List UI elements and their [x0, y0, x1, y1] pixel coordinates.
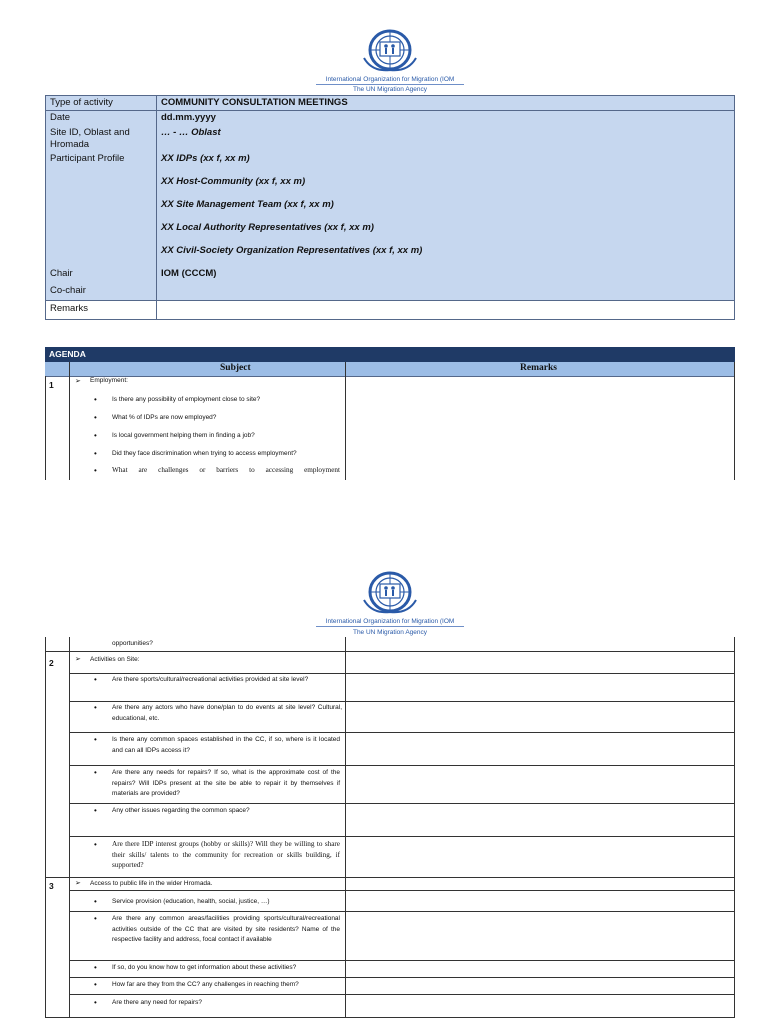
- agenda-bullet: Are there any need for repairs?: [112, 999, 202, 1006]
- table-border: [45, 376, 46, 480]
- dot-bullet-icon: •: [94, 395, 97, 404]
- chair-value: IOM (CCCM): [161, 268, 217, 279]
- iom-logo: [360, 28, 420, 74]
- agenda-bullet: Did they face discrimination when trying to access employment?: [112, 450, 297, 457]
- remarks-column-header: Remarks: [520, 363, 557, 373]
- info-row-divider: [46, 300, 734, 301]
- agenda-item-title: Activities on Site:: [90, 656, 140, 663]
- participant-site-management: XX Site Management Team (xx f, xx m): [161, 199, 334, 210]
- table-border: [69, 362, 70, 480]
- agenda-bullet: Is there any common spaces established in the CC, if so, where is it located and can all IDPs access it?: [112, 736, 340, 754]
- agenda-title: AGENDA: [45, 347, 735, 362]
- participant-civil-society: XX Civil-Society Organization Representatives (xx f, xx m): [161, 245, 423, 256]
- dot-bullet-icon: •: [94, 768, 97, 777]
- remarks-label: Remarks: [50, 303, 89, 314]
- agenda-bullet: Are there any actors who have done/plan to do events at site level? Cultural, educational, etc.: [112, 704, 342, 722]
- org-subtitle: The UN Migration Agency: [352, 629, 428, 636]
- org-divider: [316, 626, 464, 627]
- row-divider: [45, 877, 735, 878]
- row-divider: [45, 1017, 735, 1018]
- dot-bullet-icon: •: [94, 806, 97, 815]
- org-name: International Organization for Migration (IOM: [325, 76, 455, 83]
- activity-info-table: [45, 95, 735, 320]
- table-border: [734, 362, 735, 480]
- row-divider: [69, 836, 735, 837]
- agenda-bullet: How far are they from the CC? any challenges in reaching them?: [112, 981, 299, 988]
- agenda-bullet-continued: opportunities?: [112, 640, 153, 647]
- info-column-divider: [156, 96, 157, 319]
- iom-logo: [360, 570, 420, 616]
- dot-bullet-icon: •: [94, 466, 97, 475]
- agenda-item-title: Access to public life in the wider Hromada.: [90, 880, 213, 887]
- dot-bullet-icon: •: [94, 914, 97, 923]
- info-row-divider: [46, 110, 734, 111]
- agenda-bullet: Is local government helping them in finding a job?: [112, 432, 255, 439]
- participant-idps: XX IDPs (xx f, xx m): [161, 153, 250, 164]
- agenda-table: [45, 347, 735, 377]
- row-divider: [69, 890, 735, 891]
- agenda-item-number: 2: [49, 658, 54, 668]
- agenda-bullet: Are there IDP interest groups (hobby or skills)? Will they be willing to share their skills/ talents to the community for recreation or skills building, if supported?: [112, 840, 340, 869]
- row-divider: [69, 960, 735, 961]
- agenda-item-title: Employment:: [90, 377, 128, 384]
- dot-bullet-icon: •: [94, 703, 97, 712]
- row-divider: [69, 994, 735, 995]
- row-divider: [69, 673, 735, 674]
- type-of-activity-value: COMMUNITY CONSULTATION MEETINGS: [161, 97, 348, 108]
- agenda-bullet: What % of IDPs are now employed?: [112, 414, 217, 421]
- participant-profile-label: Participant Profile: [50, 153, 125, 164]
- type-of-activity-label: Type of activity: [50, 97, 113, 108]
- agenda-bullet: Is there any possibility of employment close to site?: [112, 396, 261, 403]
- table-border: [345, 362, 346, 480]
- row-divider: [69, 765, 735, 766]
- arrow-bullet-icon: ➢: [75, 656, 81, 663]
- agenda-bullet: Any other issues regarding the common space?: [112, 807, 250, 814]
- cochair-label: Co-chair: [50, 285, 86, 296]
- org-divider: [316, 84, 464, 85]
- dot-bullet-icon: •: [94, 963, 97, 972]
- date-value: dd.mm.yyyy: [161, 112, 216, 123]
- dot-bullet-icon: •: [94, 735, 97, 744]
- chair-label: Chair: [50, 268, 73, 279]
- arrow-bullet-icon: ➢: [75, 880, 81, 887]
- row-divider: [69, 701, 735, 702]
- remarks-row-bg: [46, 300, 734, 319]
- agenda-bullet: If so, do you know how to get information about these activities?: [112, 964, 297, 971]
- dot-bullet-icon: •: [94, 897, 97, 906]
- dot-bullet-icon: •: [94, 431, 97, 440]
- dot-bullet-icon: •: [94, 449, 97, 458]
- dot-bullet-icon: •: [94, 675, 97, 684]
- agenda-bullet: Are there sports/cultural/recreational activities provided at site level?: [112, 676, 309, 683]
- row-divider: [69, 977, 735, 978]
- row-divider: [69, 803, 735, 804]
- site-label-line1: Site ID, Oblast and: [50, 127, 130, 138]
- agenda-bullet: Are there any common areas/facilities providing sports/cultural/recreational activities outside of the CC that are visited by site residents? Name of the respective facility and address, focal contact if available: [112, 915, 340, 943]
- agenda-bullet: Are there any needs for repairs? If so, what is the approximate cost of the repairs? Will IDPs present at the site be able to repair it by themselves if materials are provided?: [112, 769, 340, 797]
- row-divider: [69, 732, 735, 733]
- row-divider: [45, 651, 735, 652]
- agenda-item-number: 1: [49, 380, 54, 390]
- dot-bullet-icon: •: [94, 840, 97, 849]
- subject-column-header: Subject: [220, 363, 251, 373]
- agenda-bullet: Service provision (education, health, social, justice, …): [112, 898, 270, 905]
- org-name: International Organization for Migration (IOM: [325, 618, 455, 625]
- dot-bullet-icon: •: [94, 980, 97, 989]
- org-subtitle: The UN Migration Agency: [352, 86, 428, 93]
- row-divider: [69, 911, 735, 912]
- dot-bullet-icon: •: [94, 998, 97, 1007]
- site-label-line2: Hromada: [50, 139, 90, 150]
- agenda-column-headers: [45, 362, 735, 377]
- agenda-item-number: 3: [49, 881, 54, 891]
- dot-bullet-icon: •: [94, 413, 97, 422]
- participant-local-authority: XX Local Authority Representatives (xx f, xx m): [161, 222, 374, 233]
- participant-host-community: XX Host-Community (xx f, xx m): [161, 176, 306, 187]
- table-border: [45, 637, 46, 1018]
- date-label: Date: [50, 112, 71, 123]
- arrow-bullet-icon: ➢: [75, 378, 81, 385]
- agenda-bullet: What are challenges or barriers to accessing employment: [112, 466, 340, 474]
- site-value: … - … Oblast: [161, 127, 221, 138]
